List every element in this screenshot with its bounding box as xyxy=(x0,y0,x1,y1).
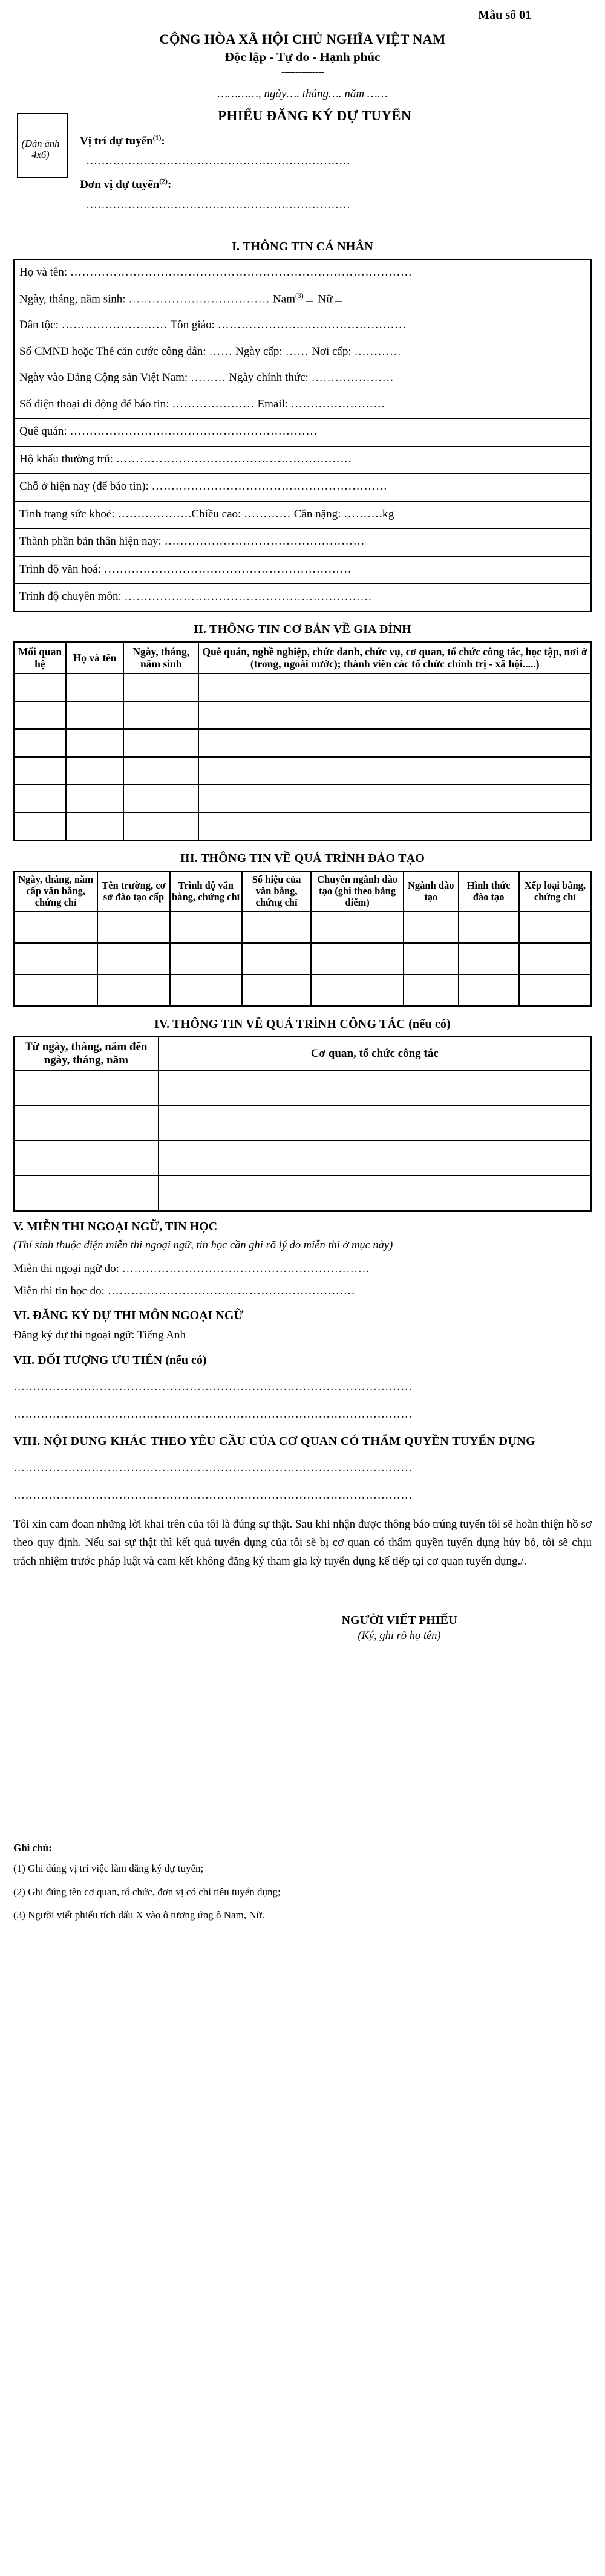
current-address-label: Chỗ ở hiện nay (để báo tin): xyxy=(19,480,152,493)
cell-certificate-number[interactable] xyxy=(242,943,311,975)
party-official-input[interactable]: ………………… xyxy=(311,371,394,384)
email-label: Email: xyxy=(254,397,291,410)
id-card-row[interactable] xyxy=(15,339,590,366)
cell-issue-date[interactable] xyxy=(14,912,97,943)
page-title: PHIẾU ĐĂNG KÝ DỰ TUYỂN xyxy=(218,108,411,123)
personal-info-group-4 xyxy=(15,474,590,502)
ethnicity-label: Dân tộc: xyxy=(19,319,62,332)
form-code: Mẫu số 01 xyxy=(478,8,531,22)
social-background-row[interactable] xyxy=(15,529,590,556)
cell-organization[interactable] xyxy=(159,1106,592,1141)
signature-subtitle: (Ký, ghi rõ họ tên) xyxy=(358,1629,441,1642)
section-3-heading: III. THÔNG TIN VỀ QUÁ TRÌNH ĐÀO TẠO xyxy=(180,852,425,866)
dob-row[interactable] xyxy=(15,287,590,313)
permanent-residence-input[interactable]: …………………………………………………… xyxy=(116,452,352,466)
cell-name[interactable] xyxy=(66,785,123,813)
position-field-input[interactable]: …………………………………………………………… xyxy=(86,155,350,168)
social-background-label: Thành phần bản thân hiện nay: xyxy=(19,535,165,548)
section-2-heading: II. THÔNG TIN CƠ BẢN VỀ GIA ĐÌNH xyxy=(194,622,411,636)
cell-name[interactable] xyxy=(66,813,123,840)
foreign-language-registration-row[interactable] xyxy=(13,1326,592,1345)
id-issue-place-input[interactable]: ………… xyxy=(354,345,402,358)
table-row[interactable] xyxy=(14,785,591,813)
commitment-paragraph: Tôi xin cam đoan những lời khai trên của tôi là đúng sự thật. Sau khi nhận được thông báo trúng tuyển tôi sẽ hoàn thiện hồ sơ theo quy định. Nếu sai sự thật thì kết quả tuyển dụng của tôi sẽ bị cơ quan có thẩm quyền tuyển dụng hủy bỏ, tôi sẽ chịu trách nhiệm trước pháp luật và cam kết không đăng ký tham gia kỳ tuyển dụng kế tiếp tại cơ quan tuyển dụng./. xyxy=(13,1517,592,1568)
cell-dob[interactable] xyxy=(123,701,198,729)
height-input[interactable]: ………… xyxy=(244,507,292,521)
dob-input[interactable]: ……………………………… xyxy=(128,292,270,305)
cell-relationship[interactable] xyxy=(14,785,66,813)
family-col-relationship: Mối quan hệ xyxy=(14,642,66,673)
cell-relationship[interactable] xyxy=(14,813,66,840)
permanent-residence-row[interactable] xyxy=(15,447,590,473)
health-input[interactable]: ………………. xyxy=(117,507,192,521)
table-row[interactable] xyxy=(14,813,591,840)
email-input[interactable]: …………………… xyxy=(290,397,385,410)
gender-female-label: Nữ xyxy=(318,292,333,305)
training-info-table xyxy=(13,871,592,1007)
education-level-input[interactable]: ……………………………………………………… xyxy=(103,562,352,576)
signature-block xyxy=(13,1614,592,1643)
cell-name[interactable] xyxy=(66,757,123,785)
party-join-input[interactable]: ……… xyxy=(190,371,226,384)
training-col-grade: Xếp loại bằng, chứng chỉ xyxy=(519,871,591,912)
cell-dob[interactable] xyxy=(123,673,198,701)
personal-info-group-3 xyxy=(15,447,590,475)
ethnicity-input[interactable]: ……………………… xyxy=(61,319,168,332)
cell-mode[interactable] xyxy=(459,912,519,943)
cell-name[interactable] xyxy=(66,673,123,701)
current-address-input[interactable]: …………………………………………………… xyxy=(151,480,388,493)
cell-details[interactable] xyxy=(198,785,591,813)
training-col-school: Tên trường, cơ sở đào tạo cấp xyxy=(97,871,169,912)
table-row[interactable] xyxy=(14,701,591,729)
id-issue-date-label: Ngày cấp: xyxy=(232,345,286,358)
family-table-header-row xyxy=(14,642,591,673)
work-col-period: Từ ngày, tháng, năm đến ngày, tháng, năm xyxy=(14,1037,159,1071)
gender-footnote-ref: (3) xyxy=(295,291,304,300)
gender-male-checkbox[interactable] xyxy=(306,294,313,302)
cell-grade[interactable] xyxy=(519,975,591,1006)
table-row[interactable] xyxy=(14,975,591,1006)
cell-certificate-number[interactable] xyxy=(242,975,311,1006)
cell-mode[interactable] xyxy=(459,975,519,1006)
other-content-line-1[interactable]: ………………………………………………………………………………………… xyxy=(13,1461,413,1474)
training-col-degree-level: Trình độ văn bằng, chứng chỉ xyxy=(170,871,242,912)
section-5-note: (Thí sinh thuộc diện miễn thi ngoại ngữ, tin học cần ghi rõ lý do miễn thi ở mục này) xyxy=(13,1239,393,1251)
cell-school[interactable] xyxy=(97,975,169,1006)
exempt-it-input[interactable]: ……………………………………………………… xyxy=(107,1284,356,1297)
phone-label: Số điện thoại di động để báo tin: xyxy=(19,397,172,410)
cell-period[interactable] xyxy=(14,1106,159,1141)
exempt-foreign-language-label: Miễn thi ngoại ngữ do: xyxy=(13,1262,122,1276)
section-1-heading: I. THÔNG TIN CÁ NHÂN xyxy=(232,240,373,253)
date-line: …………, ngày…. tháng…. năm …… xyxy=(217,88,388,100)
training-col-field: Ngành đào tạo xyxy=(404,871,459,912)
priority-line-1[interactable]: ………………………………………………………………………………………… xyxy=(13,1380,413,1393)
religion-label: Tôn giáo: xyxy=(168,319,218,332)
gender-male-label: Nam xyxy=(273,292,295,305)
table-row[interactable] xyxy=(14,729,591,757)
cell-school[interactable] xyxy=(97,912,169,943)
id-card-input[interactable]: …… xyxy=(209,345,233,358)
cell-degree-level[interactable] xyxy=(170,943,242,975)
exempt-foreign-language-row[interactable] xyxy=(13,1260,592,1278)
cell-details[interactable] xyxy=(198,701,591,729)
table-row[interactable] xyxy=(14,673,591,701)
cell-major[interactable] xyxy=(311,975,404,1006)
gender-female-checkbox[interactable] xyxy=(335,294,342,302)
footnote-item-2: (2) Ghi đúng tên cơ quan, tổ chức, đơn vị có chỉ tiêu tuyển dụng; xyxy=(13,1886,281,1898)
cell-details[interactable] xyxy=(198,813,591,840)
cell-details[interactable] xyxy=(198,729,591,757)
cell-relationship[interactable] xyxy=(14,673,66,701)
exempt-it-row[interactable] xyxy=(13,1282,592,1300)
table-row[interactable] xyxy=(14,757,591,785)
cell-school[interactable] xyxy=(97,943,169,975)
party-official-label: Ngày chính thức: xyxy=(226,371,312,384)
table-row[interactable] xyxy=(14,943,591,975)
training-col-issue-date: Ngày, tháng, năm cấp văn bằng, chứng chỉ xyxy=(14,871,97,912)
cell-relationship[interactable] xyxy=(14,729,66,757)
training-table-header-row xyxy=(14,871,591,912)
work-history-table xyxy=(13,1036,592,1212)
cell-dob[interactable] xyxy=(123,785,198,813)
personal-info-box xyxy=(13,259,592,612)
section-7-heading: VII. ĐỐI TƯỢNG ƯU TIÊN (nếu có) xyxy=(13,1353,207,1367)
cell-dob[interactable] xyxy=(123,757,198,785)
table-row[interactable] xyxy=(14,1176,591,1211)
training-col-certificate-number: Số hiệu của văn bằng, chứng chỉ xyxy=(242,871,311,912)
cell-degree-level[interactable] xyxy=(170,912,242,943)
motto-divider: --------------- xyxy=(281,66,324,77)
training-col-major: Chuyên ngành đào tạo (ghi theo bảng điểm) xyxy=(311,871,404,912)
cell-field[interactable] xyxy=(404,943,459,975)
personal-info-group-5 xyxy=(15,502,590,530)
signature-title: NGƯỜI VIẾT PHIẾU xyxy=(341,1613,457,1627)
hometown-input[interactable]: ……………………………………………………… xyxy=(70,425,318,438)
dob-label: Ngày, tháng, năm sinh: xyxy=(19,292,129,305)
section-6-heading: VI. ĐĂNG KÝ DỰ THI MÔN NGOẠI NGỮ xyxy=(13,1309,244,1323)
cell-name[interactable] xyxy=(66,729,123,757)
cell-major[interactable] xyxy=(311,912,404,943)
exempt-foreign-language-input[interactable]: ……………………………………………………… xyxy=(122,1262,370,1276)
cell-details[interactable] xyxy=(198,673,591,701)
education-level-row[interactable] xyxy=(15,557,590,583)
cell-major[interactable] xyxy=(311,943,404,975)
contact-row[interactable] xyxy=(15,392,590,418)
family-info-table xyxy=(13,641,592,841)
table-row[interactable] xyxy=(14,1141,591,1176)
cell-mode[interactable] xyxy=(459,943,519,975)
full-name-label: Họ và tên: xyxy=(19,266,70,279)
cell-organization[interactable] xyxy=(159,1176,592,1211)
training-table-body xyxy=(14,912,591,1006)
party-join-label: Ngày vào Đảng Cộng sản Việt Nam: xyxy=(19,371,191,384)
cell-dob[interactable] xyxy=(123,813,198,840)
work-col-organization: Cơ quan, tổ chức công tác xyxy=(159,1037,592,1071)
table-row[interactable] xyxy=(14,1106,591,1141)
unit-field-label: Đơn vị dự tuyển$^{(2)}$: xyxy=(80,177,172,192)
national-title: CỘNG HÒA XÃ HỘI CHỦ NGHĨA VIỆT NAM xyxy=(159,31,446,47)
training-col-mode: Hình thức đào tạo xyxy=(459,871,519,912)
position-label-text: Vị trí dự tuyển xyxy=(80,135,153,148)
footnote-item-3: (3) Người viết phiếu tích dấu X vào ô tương ứng ô Nam, Nữ. xyxy=(13,1909,265,1921)
cell-field[interactable] xyxy=(404,975,459,1006)
cell-relationship[interactable] xyxy=(14,701,66,729)
education-level-label: Trình độ văn hoá: xyxy=(19,562,104,576)
section-4-heading: IV. THÔNG TIN VỀ QUÁ TRÌNH CÔNG TÁC (nếu có) xyxy=(154,1017,451,1031)
ethnicity-religion-row[interactable] xyxy=(15,313,590,339)
cell-issue-date[interactable] xyxy=(14,975,97,1006)
personal-info-group-1 xyxy=(15,260,590,419)
cell-field[interactable] xyxy=(404,912,459,943)
weight-input[interactable]: ……….kg xyxy=(344,507,394,521)
height-label: Chiều cao: xyxy=(191,507,244,521)
cell-grade[interactable] xyxy=(519,943,591,975)
cell-period[interactable] xyxy=(14,1141,159,1176)
personal-info-group-7 xyxy=(15,557,590,585)
unit-label-text: Đơn vị dự tuyển xyxy=(80,178,160,192)
family-col-name: Họ và tên xyxy=(66,642,123,673)
weight-label: Cân nặng: xyxy=(291,507,344,521)
footnotes-block xyxy=(13,1842,592,1923)
footnotes-title: Ghi chú: xyxy=(13,1841,52,1854)
health-row[interactable] xyxy=(15,502,590,528)
priority-line-2[interactable]: ………………………………………………………………………………………… xyxy=(13,1408,413,1421)
id-issue-date-input[interactable]: …… xyxy=(285,345,309,358)
full-name-input[interactable]: …………………………………………………………………………… xyxy=(70,266,413,279)
religion-input[interactable]: ………………………………………… xyxy=(217,319,407,332)
unit-footnote-ref: (2) xyxy=(159,177,168,186)
exempt-it-label: Miễn thi tin học do: xyxy=(13,1284,108,1297)
hometown-row[interactable] xyxy=(15,419,590,446)
cell-period[interactable] xyxy=(14,1176,159,1211)
cell-certificate-number[interactable] xyxy=(242,912,311,943)
title-block xyxy=(13,108,592,213)
work-table-body xyxy=(14,1071,591,1211)
cell-grade[interactable] xyxy=(519,912,591,943)
position-field-label: Vị trí dự tuyển$^{(1)}$: xyxy=(80,134,165,148)
cell-name[interactable] xyxy=(66,701,123,729)
id-card-label: Số CMND hoặc Thẻ căn cước công dân: xyxy=(19,345,209,358)
cell-dob[interactable] xyxy=(123,729,198,757)
foreign-language-registration-value[interactable]: Tiếng Anh xyxy=(137,1329,186,1342)
photo-box-caption: (Dán ảnh 4x6) xyxy=(21,138,60,161)
id-issue-place-label: Nơi cấp: xyxy=(309,345,355,358)
cell-details[interactable] xyxy=(198,757,591,785)
professional-level-row[interactable] xyxy=(15,584,590,611)
family-col-dob: Ngày, tháng, năm sinh xyxy=(123,642,198,673)
full-name-row[interactable] xyxy=(15,260,590,287)
professional-level-label: Trình độ chuyên môn: xyxy=(19,590,125,603)
work-table-header-row xyxy=(14,1037,591,1071)
foreign-language-registration-label: Đăng ký dự thi ngoại ngữ: xyxy=(13,1329,137,1342)
table-row[interactable] xyxy=(14,1071,591,1106)
personal-info-group-8 xyxy=(15,584,590,611)
phone-input[interactable]: ………………… xyxy=(172,397,255,410)
party-membership-row[interactable] xyxy=(15,365,590,392)
family-table-body xyxy=(14,673,591,840)
table-row[interactable] xyxy=(14,912,591,943)
current-address-row[interactable] xyxy=(15,474,590,501)
cell-period[interactable] xyxy=(14,1071,159,1106)
professional-level-input[interactable]: ……………………………………………………… xyxy=(124,590,372,603)
social-background-input[interactable]: …………………………………………… xyxy=(164,535,365,548)
title-area xyxy=(13,108,592,229)
cell-issue-date[interactable] xyxy=(14,943,97,975)
permanent-residence-label: Hộ khẩu thường trú: xyxy=(19,452,116,466)
cell-organization[interactable] xyxy=(159,1071,592,1106)
cell-degree-level[interactable] xyxy=(170,975,242,1006)
cell-organization[interactable] xyxy=(159,1141,592,1176)
footnote-item-1: (1) Ghi đúng vị trí việc làm đăng ký dự tuyển; xyxy=(13,1862,204,1874)
unit-field-input[interactable]: …………………………………………………………… xyxy=(86,198,350,212)
position-footnote-ref: (1) xyxy=(152,134,162,142)
section-8-heading: VIII. NỘI DUNG KHÁC THEO YÊU CẦU CỦA CƠ QUAN CÓ THẨM QUYỀN TUYỂN DỤNG xyxy=(13,1434,536,1448)
section-5-heading: V. MIỄN THI NGOẠI NGỮ, TIN HỌC xyxy=(13,1219,218,1233)
health-label: Tình trạng sức khoẻ: xyxy=(19,507,118,521)
other-content-line-2[interactable]: ………………………………………………………………………………………… xyxy=(13,1489,413,1502)
hometown-label: Quê quán: xyxy=(19,425,70,438)
family-col-details: Quê quán, nghề nghiệp, chức danh, chức vụ, cơ quan, tổ chức công tác, học tập, nơi ở (trong, ngoài nước); thành viên các tổ chức chính trị - xã hội.....) xyxy=(198,642,591,673)
personal-info-group-2 xyxy=(15,419,590,447)
personal-info-group-6 xyxy=(15,529,590,557)
cell-relationship[interactable] xyxy=(14,757,66,785)
national-motto: Độc lập - Tự do - Hạnh phúc xyxy=(224,50,381,64)
